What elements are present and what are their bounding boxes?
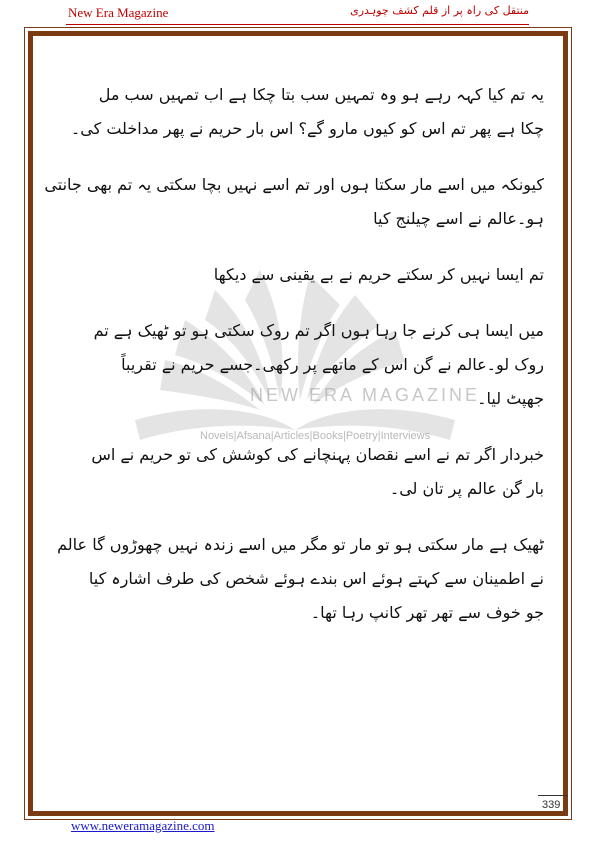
text-line: نے اطمینان سے کہتے ہوئے اس بندے ہوئے شخص کی طرف اشارہ کیا bbox=[88, 569, 544, 588]
story-text bbox=[44, 78, 544, 652]
text-line: یہ تم کیا کہہ رہے ہو وہ تمہیں سب بتا چکا ہے اب تمہیں سب مل bbox=[98, 85, 544, 104]
page-number-divider bbox=[538, 795, 568, 796]
novel-title: منتقل کی راہ پر از قلم کشف چوہدری bbox=[350, 4, 529, 17]
paragraph bbox=[44, 168, 544, 236]
paragraph bbox=[52, 258, 544, 292]
text-line: جو خوف سے تھر تھر کانپ رہا تھا۔ bbox=[310, 603, 544, 622]
paragraph bbox=[52, 314, 544, 416]
text-line: روک لو۔عالم نے گن اس کے ماتھے پر رکھی۔جسے حریم نے تقریباً bbox=[121, 355, 544, 374]
text-line: ٹھیک ہے مار سکتی ہو تو مار تو مگر میں اسے زندہ نہیں چھوڑوں گا عالم bbox=[57, 535, 544, 554]
page-number: 339 bbox=[542, 799, 561, 811]
text-line: خبردار اگر تم نے اسے نقصان پہنچانے کی کوشش کی تو حریم نے اس bbox=[91, 445, 544, 464]
text-line: جھپٹ لیا۔ bbox=[477, 389, 544, 408]
paragraph bbox=[52, 528, 544, 630]
text-line: بار گن عالم پر تان لی۔ bbox=[389, 479, 544, 498]
text-line: کیونکہ میں اسے مار سکتا ہوں اور تم اسے نہیں بچا سکتی یہ تم بھی جانتی bbox=[44, 175, 544, 194]
header-divider bbox=[66, 24, 529, 25]
text-line: چکا ہے پھر تم اس کو کیوں مارو گے؟ اس بار حریم نے پھر مداخلت کی۔ bbox=[70, 119, 544, 138]
watermark-subtitle: Novels|Afsana|Articles|Books|Poetry|Interviews bbox=[200, 430, 431, 442]
watermark-title: NEW ERA MAGAZINE bbox=[250, 385, 481, 405]
paragraph bbox=[52, 78, 544, 146]
paragraph bbox=[52, 438, 544, 506]
text-line: تم ایسا نہیں کر سکتے حریم نے بے یقینی سے دیکھا bbox=[213, 265, 544, 284]
text-line: ہو۔عالم نے اسے چیلنج کیا bbox=[373, 209, 544, 228]
text-line: میں ایسا ہی کرنے جا رہا ہوں اگر تم روک سکتی ہو تو ٹھیک ہے تم bbox=[93, 321, 544, 340]
magazine-name: New Era Magazine bbox=[68, 5, 169, 20]
website-link[interactable]: www.neweramagazine.com bbox=[71, 818, 215, 833]
